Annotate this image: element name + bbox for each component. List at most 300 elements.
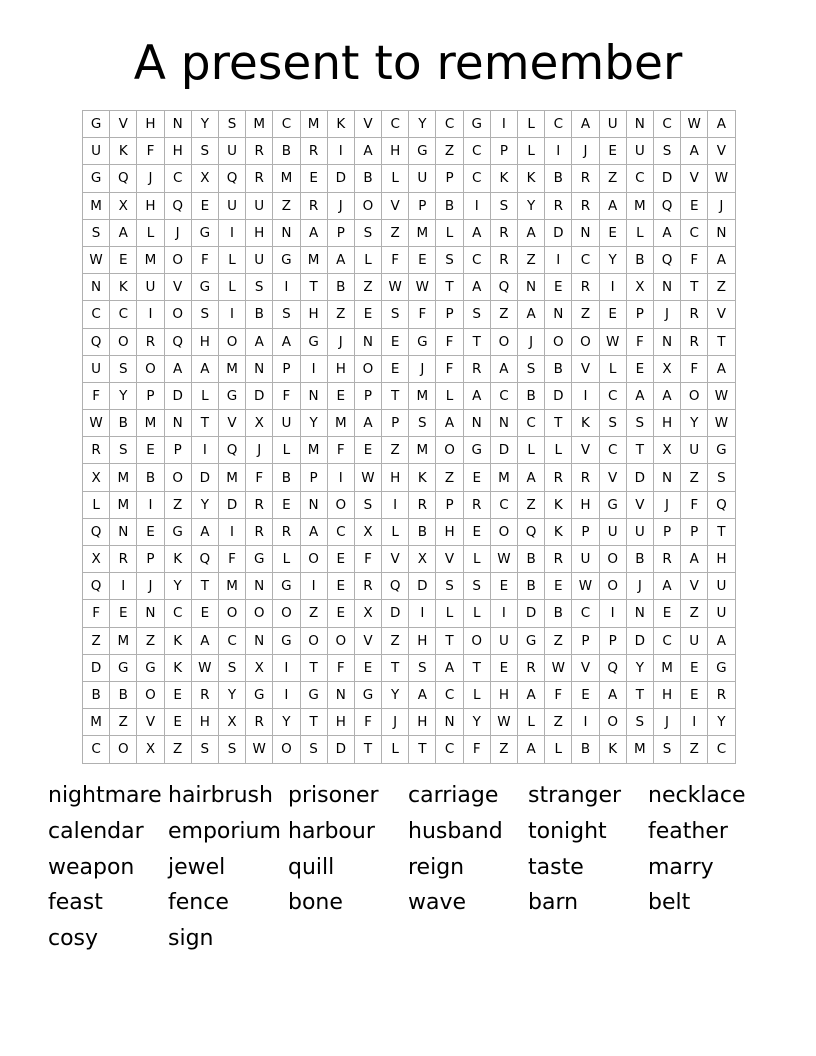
grid-cell: E <box>599 219 626 246</box>
grid-cell: K <box>545 491 572 518</box>
grid-row <box>83 138 736 165</box>
grid-cell: J <box>137 165 164 192</box>
grid-cell: Z <box>681 736 708 763</box>
grid-cell: I <box>110 573 137 600</box>
grid-cell: J <box>653 491 680 518</box>
grid-cell: S <box>83 219 110 246</box>
grid-cell: A <box>572 111 599 138</box>
grid-cell: H <box>191 709 218 736</box>
grid-cell: S <box>653 736 680 763</box>
grid-cell: Z <box>572 301 599 328</box>
grid-cell: F <box>382 246 409 273</box>
grid-cell: C <box>626 165 653 192</box>
grid-cell: Y <box>191 491 218 518</box>
grid-cell: Y <box>463 709 490 736</box>
grid-cell: L <box>382 736 409 763</box>
grid-cell: B <box>436 192 463 219</box>
grid-cell: J <box>327 192 354 219</box>
grid-cell: R <box>463 491 490 518</box>
grid-cell: C <box>327 518 354 545</box>
grid-cell: M <box>137 246 164 273</box>
grid-cell: E <box>110 246 137 273</box>
grid-cell: U <box>409 165 436 192</box>
grid-cell: Z <box>436 138 463 165</box>
grid-cell: H <box>436 518 463 545</box>
grid-row <box>83 709 736 736</box>
grid-cell: P <box>599 627 626 654</box>
grid-cell: U <box>83 355 110 382</box>
grid-cell: R <box>681 301 708 328</box>
grid-cell: T <box>708 328 735 355</box>
grid-cell: C <box>164 165 191 192</box>
grid-cell: K <box>110 274 137 301</box>
grid-cell: A <box>300 219 327 246</box>
grid-cell: C <box>653 111 680 138</box>
grid-cell: N <box>653 464 680 491</box>
grid-cell: U <box>218 138 245 165</box>
grid-cell: X <box>191 165 218 192</box>
grid-cell: A <box>708 355 735 382</box>
grid-cell: L <box>518 709 545 736</box>
grid-cell: L <box>191 382 218 409</box>
grid-cell: S <box>708 464 735 491</box>
grid-cell: F <box>409 301 436 328</box>
grid-cell: U <box>599 111 626 138</box>
grid-cell: J <box>382 709 409 736</box>
grid-cell: N <box>246 355 273 382</box>
grid-cell: S <box>490 192 517 219</box>
grid-cell: Z <box>83 627 110 654</box>
grid-cell: O <box>218 600 245 627</box>
grid-cell: F <box>273 382 300 409</box>
grid-cell: R <box>463 355 490 382</box>
grid-cell: T <box>354 736 381 763</box>
grid-cell: H <box>572 491 599 518</box>
grid-cell: B <box>137 464 164 491</box>
grid-cell: E <box>681 681 708 708</box>
grid-cell: P <box>626 301 653 328</box>
grid-cell: R <box>490 246 517 273</box>
grid-cell: S <box>191 736 218 763</box>
grid-cell: Z <box>382 437 409 464</box>
grid-cell: Q <box>164 328 191 355</box>
grid-cell: D <box>191 464 218 491</box>
word-list-item: tonight <box>528 818 607 844</box>
grid-cell: B <box>572 736 599 763</box>
grid-cell: I <box>300 355 327 382</box>
grid-cell: Q <box>382 573 409 600</box>
grid-cell: F <box>354 709 381 736</box>
grid-cell: U <box>572 546 599 573</box>
grid-cell: I <box>599 274 626 301</box>
grid-cell: U <box>137 274 164 301</box>
grid-cell: H <box>300 301 327 328</box>
grid-cell: U <box>708 573 735 600</box>
grid-cell: G <box>463 437 490 464</box>
grid-cell: Z <box>708 274 735 301</box>
grid-cell: D <box>218 491 245 518</box>
grid-cell: J <box>626 573 653 600</box>
grid-cell: Y <box>273 709 300 736</box>
grid-cell: T <box>545 410 572 437</box>
grid-cell: E <box>490 573 517 600</box>
grid-cell: R <box>246 709 273 736</box>
grid-cell: R <box>409 491 436 518</box>
grid-cell: Q <box>83 573 110 600</box>
grid-cell: E <box>626 355 653 382</box>
grid-cell: I <box>409 600 436 627</box>
grid-cell: F <box>354 546 381 573</box>
grid-row <box>83 437 736 464</box>
word-list-item: barn <box>528 890 579 916</box>
grid-cell: O <box>164 301 191 328</box>
grid-cell: F <box>681 491 708 518</box>
grid-cell: A <box>436 654 463 681</box>
grid-cell: N <box>708 219 735 246</box>
grid-cell: B <box>273 138 300 165</box>
grid-cell: N <box>164 410 191 437</box>
grid-cell: R <box>273 518 300 545</box>
grid-cell: W <box>599 328 626 355</box>
grid-cell: M <box>218 355 245 382</box>
word-list-item: husband <box>408 818 503 844</box>
grid-cell: Y <box>382 681 409 708</box>
grid-cell: O <box>354 355 381 382</box>
grid-cell: L <box>518 138 545 165</box>
grid-cell: S <box>354 491 381 518</box>
grid-cell: E <box>164 681 191 708</box>
grid-row <box>83 518 736 545</box>
grid-cell: R <box>545 546 572 573</box>
grid-cell: K <box>545 518 572 545</box>
grid-cell: P <box>436 301 463 328</box>
grid-cell: R <box>653 546 680 573</box>
grid-row <box>83 382 736 409</box>
grid-cell: A <box>518 736 545 763</box>
grid-cell: U <box>681 627 708 654</box>
grid-cell: Y <box>110 382 137 409</box>
grid-cell: E <box>545 573 572 600</box>
grid-cell: W <box>191 654 218 681</box>
grid-cell: C <box>436 736 463 763</box>
grid-cell: E <box>137 437 164 464</box>
grid-cell: N <box>545 301 572 328</box>
grid-cell: L <box>218 246 245 273</box>
grid-cell: S <box>382 301 409 328</box>
grid-cell: Q <box>599 654 626 681</box>
grid-cell: Q <box>653 246 680 273</box>
grid-cell: E <box>409 246 436 273</box>
grid-cell: X <box>83 546 110 573</box>
grid-cell: A <box>518 219 545 246</box>
grid-cell: X <box>653 437 680 464</box>
grid-cell: Z <box>354 274 381 301</box>
grid-cell: S <box>626 709 653 736</box>
grid-cell: X <box>246 654 273 681</box>
grid-cell: P <box>137 546 164 573</box>
grid-cell: X <box>83 464 110 491</box>
grid-cell: D <box>382 600 409 627</box>
word-search-grid <box>82 110 736 764</box>
grid-cell: D <box>327 165 354 192</box>
grid-cell: E <box>327 546 354 573</box>
grid-cell: U <box>626 138 653 165</box>
word-list <box>48 778 768 957</box>
grid-cell: O <box>218 328 245 355</box>
grid-cell: U <box>273 410 300 437</box>
grid-cell: N <box>137 600 164 627</box>
grid-cell: G <box>273 246 300 273</box>
grid-cell: P <box>681 518 708 545</box>
grid-cell: I <box>137 491 164 518</box>
grid-cell: O <box>273 600 300 627</box>
grid-cell: X <box>626 274 653 301</box>
grid-cell: C <box>164 600 191 627</box>
grid-cell: O <box>273 736 300 763</box>
grid-cell: C <box>273 111 300 138</box>
grid-row <box>83 736 736 763</box>
grid-cell: K <box>409 464 436 491</box>
grid-cell: Z <box>545 627 572 654</box>
grid-cell: O <box>110 736 137 763</box>
grid-cell: K <box>164 627 191 654</box>
grid-cell: P <box>436 491 463 518</box>
grid-cell: T <box>300 709 327 736</box>
grid-cell: R <box>246 518 273 545</box>
grid-cell: E <box>382 355 409 382</box>
grid-cell: V <box>436 546 463 573</box>
grid-cell: U <box>246 192 273 219</box>
grid-cell: Y <box>599 246 626 273</box>
grid-cell: V <box>708 301 735 328</box>
grid-cell: E <box>110 600 137 627</box>
grid-cell: I <box>490 600 517 627</box>
grid-cell: C <box>463 165 490 192</box>
grid-cell: D <box>518 600 545 627</box>
grid-cell: J <box>246 437 273 464</box>
grid-cell: G <box>273 627 300 654</box>
grid-cell: O <box>463 627 490 654</box>
grid-cell: J <box>572 138 599 165</box>
grid-cell: V <box>572 654 599 681</box>
grid-cell: Z <box>327 301 354 328</box>
word-list-item: feather <box>648 818 728 844</box>
grid-cell: F <box>191 246 218 273</box>
grid-cell: W <box>708 382 735 409</box>
grid-cell: A <box>599 681 626 708</box>
grid-cell: V <box>354 627 381 654</box>
word-list-item: marry <box>648 854 714 880</box>
grid-cell: N <box>653 274 680 301</box>
grid-cell: N <box>273 219 300 246</box>
grid-cell: H <box>653 681 680 708</box>
grid-cell: F <box>218 546 245 573</box>
grid-cell: A <box>191 355 218 382</box>
grid-cell: D <box>545 219 572 246</box>
grid-cell: M <box>83 192 110 219</box>
grid-cell: T <box>409 736 436 763</box>
grid-cell: N <box>653 328 680 355</box>
grid-cell: P <box>354 382 381 409</box>
grid-cell: O <box>137 681 164 708</box>
grid-cell: D <box>83 654 110 681</box>
word-list-item: belt <box>648 890 691 916</box>
grid-cell: L <box>436 219 463 246</box>
grid-cell: H <box>409 709 436 736</box>
grid-cell: T <box>681 274 708 301</box>
grid-cell: T <box>300 654 327 681</box>
grid-cell: K <box>572 410 599 437</box>
grid-cell: Z <box>545 709 572 736</box>
grid-cell: R <box>300 138 327 165</box>
grid-cell: F <box>681 355 708 382</box>
grid-cell: D <box>246 382 273 409</box>
grid-cell: G <box>409 138 436 165</box>
grid-cell: I <box>327 138 354 165</box>
grid-cell: L <box>518 111 545 138</box>
grid-cell: H <box>708 546 735 573</box>
word-list-item: sign <box>168 926 214 952</box>
grid-cell: H <box>382 464 409 491</box>
grid-cell: E <box>572 681 599 708</box>
grid-row <box>83 654 736 681</box>
grid-cell: Z <box>110 709 137 736</box>
grid-cell: I <box>572 382 599 409</box>
grid-cell: I <box>572 709 599 736</box>
grid-cell: M <box>626 192 653 219</box>
word-list-item: cosy <box>48 926 99 952</box>
grid-cell: W <box>409 274 436 301</box>
grid-cell: E <box>191 192 218 219</box>
grid-cell: R <box>354 573 381 600</box>
grid-cell: B <box>545 165 572 192</box>
grid-cell: N <box>626 600 653 627</box>
grid-cell: S <box>110 437 137 464</box>
grid-cell: G <box>83 165 110 192</box>
grid-cell: Z <box>137 627 164 654</box>
grid-cell: T <box>300 274 327 301</box>
grid-cell: A <box>110 219 137 246</box>
grid-cell: A <box>300 518 327 545</box>
grid-cell: A <box>708 246 735 273</box>
grid-cell: G <box>246 681 273 708</box>
grid-cell: A <box>653 219 680 246</box>
grid-cell: U <box>626 518 653 545</box>
grid-cell: R <box>490 219 517 246</box>
word-list-item: hairbrush <box>168 783 273 808</box>
grid-cell: W <box>545 654 572 681</box>
grid-cell: L <box>436 600 463 627</box>
grid-cell: J <box>653 709 680 736</box>
grid-cell: N <box>110 518 137 545</box>
grid-cell: R <box>572 464 599 491</box>
grid-cell: H <box>409 627 436 654</box>
word-list-item: necklace <box>648 783 746 808</box>
word-list-item: weapon <box>48 854 135 880</box>
grid-cell: O <box>164 464 191 491</box>
grid-cell: F <box>626 328 653 355</box>
grid-cell: N <box>572 219 599 246</box>
grid-cell: B <box>518 546 545 573</box>
grid-cell: C <box>653 627 680 654</box>
grid-row <box>83 546 736 573</box>
grid-cell: S <box>191 138 218 165</box>
grid-cell: Q <box>218 437 245 464</box>
grid-cell: J <box>708 192 735 219</box>
grid-cell: V <box>681 165 708 192</box>
grid-cell: P <box>382 410 409 437</box>
grid-cell: F <box>246 464 273 491</box>
grid-cell: V <box>164 274 191 301</box>
grid-cell: C <box>83 301 110 328</box>
grid-cell: H <box>137 192 164 219</box>
grid-cell: N <box>246 573 273 600</box>
grid-cell: T <box>463 328 490 355</box>
grid-cell: I <box>463 192 490 219</box>
grid-cell: I <box>382 491 409 518</box>
grid-cell: Z <box>164 491 191 518</box>
grid-cell: K <box>599 736 626 763</box>
grid-cell: L <box>518 437 545 464</box>
grid-cell: N <box>300 382 327 409</box>
grid-cell: I <box>681 709 708 736</box>
grid-cell: V <box>599 464 626 491</box>
grid-cell: X <box>218 709 245 736</box>
grid-cell: V <box>110 111 137 138</box>
grid-cell: C <box>518 410 545 437</box>
grid-cell: O <box>490 328 517 355</box>
grid-cell: R <box>545 464 572 491</box>
word-list-item: nightmare <box>48 783 162 808</box>
word-list-item: prisoner <box>288 783 379 808</box>
grid-cell: D <box>626 464 653 491</box>
grid-cell: M <box>409 437 436 464</box>
grid-cell: O <box>572 328 599 355</box>
grid-cell: E <box>463 464 490 491</box>
grid-cell: E <box>490 654 517 681</box>
grid-cell: R <box>708 681 735 708</box>
grid-cell: X <box>110 192 137 219</box>
grid-cell: T <box>708 518 735 545</box>
grid-cell: S <box>626 410 653 437</box>
grid-cell: B <box>273 464 300 491</box>
grid-cell: I <box>273 654 300 681</box>
grid-cell: Q <box>518 518 545 545</box>
grid-cell: C <box>572 600 599 627</box>
grid-cell: N <box>463 410 490 437</box>
grid-cell: A <box>518 464 545 491</box>
grid-cell: E <box>137 518 164 545</box>
grid-cell: A <box>599 192 626 219</box>
grid-cell: A <box>409 681 436 708</box>
word-list-item: quill <box>288 854 335 880</box>
grid-cell: N <box>246 627 273 654</box>
grid-cell: X <box>409 546 436 573</box>
grid-cell: X <box>354 600 381 627</box>
grid-cell: E <box>300 165 327 192</box>
grid-cell: C <box>436 111 463 138</box>
grid-cell: F <box>463 736 490 763</box>
grid-cell: J <box>327 328 354 355</box>
word-list-item: calendar <box>48 818 144 844</box>
grid-cell: R <box>137 328 164 355</box>
grid-cell: G <box>409 328 436 355</box>
grid-cell: T <box>382 382 409 409</box>
grid-cell: E <box>599 138 626 165</box>
grid-cell: H <box>137 111 164 138</box>
grid-cell: A <box>463 219 490 246</box>
grid-cell: V <box>137 709 164 736</box>
